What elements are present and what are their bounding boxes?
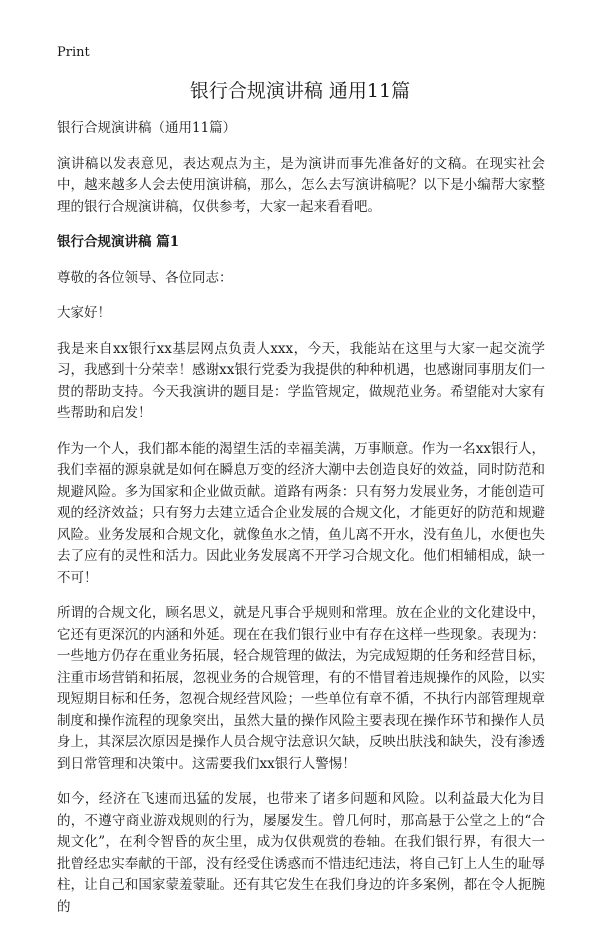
greeting-paragraph: 尊敬的各位领导、各位同志： <box>57 269 233 286</box>
body-paragraph-4: 如今，经济在飞速而迅猛的发展，也带来了诸多问题和风险。以利益最大化为目的，不遵守商业游戏规则的行为，屡屡发生。曾几何时，那高悬于公堂之上的“合规文化”，在利令智昏的灰尘里，成为仅供观赏的卷轴。在我们银行界，有很大一批曾经忠实奉献的干部，没有经受住诱惑而不惜违纪违法，将自己钉上人生的耻辱柱，让自己和国家蒙羞蒙耻。还有其它发生在我们身边的许多案例，都在令人扼腕的 <box>57 791 545 915</box>
hello-paragraph: 大家好！ <box>57 305 111 321</box>
document-subtitle: 银行合规演讲稿（通用11篇） <box>57 120 237 136</box>
intro-paragraph: 演讲稿以发表意见，表达观点为主，是为演讲而事先准备好的文稿。在现实社会中，越来越多人会去使用演讲稿，那么，怎么去写演讲稿呢？以下是小编帮大家整理的银行合规演讲稿，仅供参考，大家一起来看看吧。 <box>57 155 545 215</box>
section-heading: 银行合规演讲稿 篇1 <box>57 234 180 250</box>
document-title: 银行合规演讲稿 通用11篇 <box>189 80 411 102</box>
body-paragraph-3: 所谓的合规文化，顾名思义，就是凡事合乎规则和常理。放在企业的文化建设中，它还有更深沉的内涵和外延。现在在我们银行业中有存在这样一些现象。表现为：一些地方仍存在重业务拓展，轻合规管理的做法，为完成短期的任务和经营目标，注重市场营销和拓展，忽视业务的合规管理，有的不惜冒着违规操作的风险，以实现短期目标和任务，忽视合规经营风险；一些单位有章不循，不执行内部管理规章制度和操作流程的现象突出，虽然大量的操作风险主要表现在操作环节和操作人员身上，其深层次原因是操作人员合规守法意识欠缺，反映出肤浅和缺失，没有渗透到日常管理和决策中。这需要我们xx银行人警惕！ <box>57 605 545 772</box>
print-label: Print <box>57 45 90 60</box>
document-body <box>57 118 545 932</box>
body-paragraph-2: 作为一个人，我们都本能的渴望生活的幸福美满，万事顺意。作为一名xx银行人，我们幸福的源泉就是如何在瞬息万变的经济大潮中去创造良好的效益，同时防范和规避风险。多为国家和企业做贡献。道路有两条：只有努力发展业务，才能创造可观的经济效益；只有努力去建立适合企业发展的合规文化，才能更好的防范和规避风险。业务发展和合规文化，就像鱼水之情，鱼儿离不开水，没有鱼儿，水便也失去了应有的灵性和活力。因此业务发展离不开学习合规文化。他们相辅相成，缺一不可！ <box>57 440 545 586</box>
body-paragraph-1: 我是来自xx银行xx基层网点负责人xxx，今天，我能站在这里与大家一起交流学习，我感到十分荣幸！感谢xx银行党委为我提供的种种机遇，也感谢同事朋友们一贯的帮助支持。今天我演讲的题目是：学监管规定，做规范业务。希望能对大家有些帮助和启发！ <box>57 340 545 421</box>
